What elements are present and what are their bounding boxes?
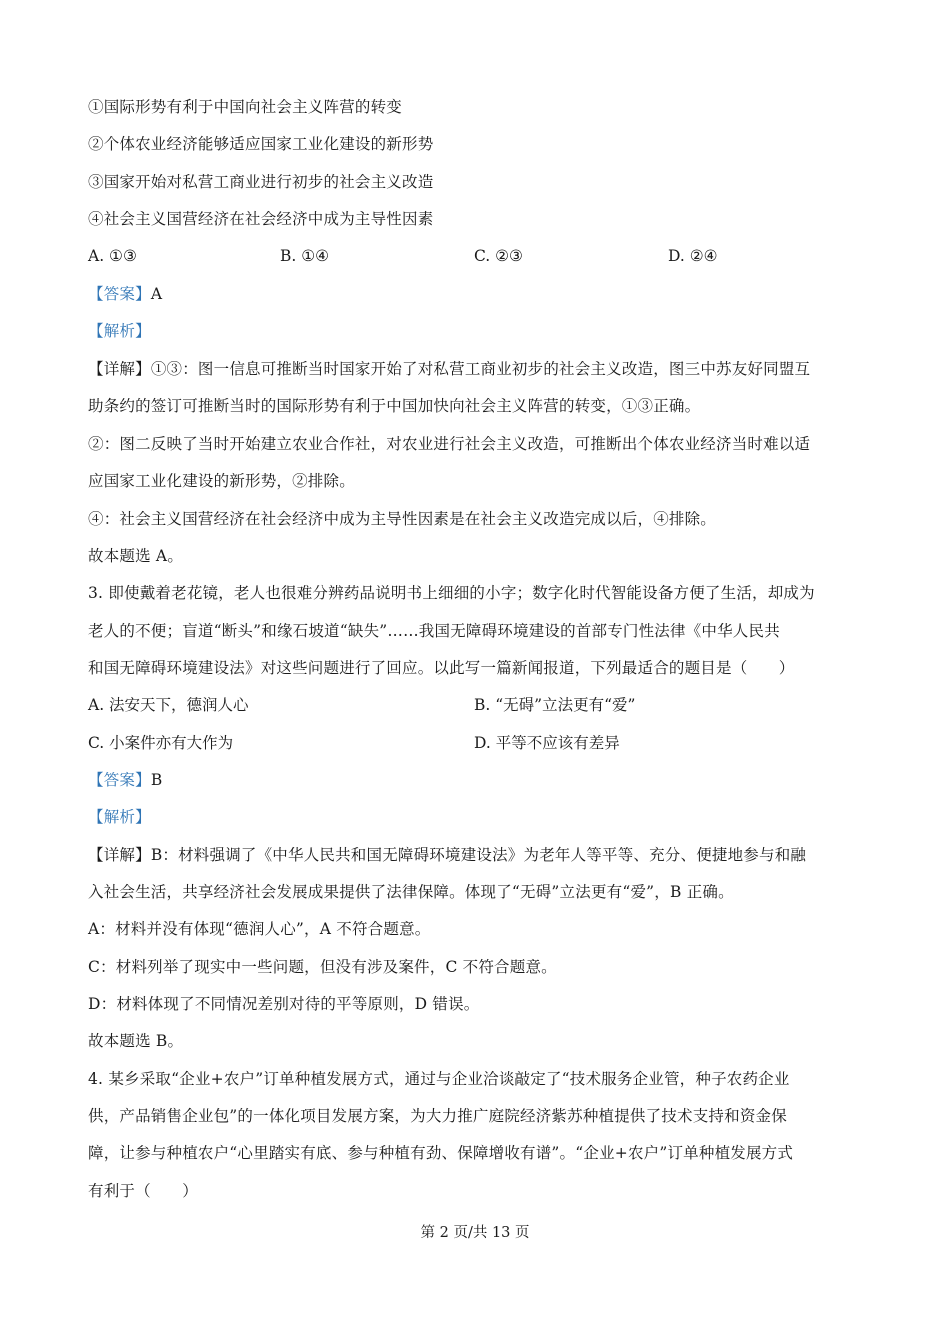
- q2-option-c: C. ②③: [474, 247, 523, 265]
- q2-detail-line-4: 应国家工业化建设的新形势，②排除。: [88, 472, 355, 490]
- page-number-footer: 第 2 页/共 13 页: [420, 1225, 530, 1241]
- q2-option-d: D. ②④: [668, 247, 718, 265]
- q3-detail-line-1: [88, 844, 806, 866]
- q3-detail-line-3: A：材料并没有体现“德润人心”，A 不符合题意。: [88, 920, 431, 938]
- q3-option-a: A. 法安天下，德润人心: [88, 696, 249, 714]
- q4-stem-line-2: 供，产品销售企业包”的一体化项目发展方案，为大力推广庭院经济紫苏种植提供了技术支持和资金保: [88, 1107, 787, 1125]
- answer-tag: 【答案】: [88, 771, 151, 789]
- q3-stem-line-2: 老人的不便；盲道“断头”和缘石坡道“缺失”……我国无障碍环境建设的首部专门性法律《中华人民共: [88, 622, 780, 640]
- statement-3: ③国家开始对私营工商业进行初步的社会主义改造: [88, 173, 434, 191]
- q2-option-b: B. ①④: [280, 247, 330, 265]
- q2-analysis-tag: 【解析】: [88, 322, 151, 340]
- q3-analysis-tag: 【解析】: [88, 808, 151, 826]
- answer-value: B: [150, 771, 163, 789]
- q3-answer: [88, 769, 162, 791]
- q3-detail-line-5: D：材料体现了不同情况差别对待的平等原则，D 错误。: [88, 995, 480, 1013]
- answer-tag: 【答案】: [88, 285, 151, 303]
- q2-detail-line-1: [88, 358, 810, 380]
- detail-tag: 【详解】: [88, 360, 151, 378]
- detail-text: ①③：图一信息可推断当时国家开始了对私营工商业初步的社会主义改造，图三中苏友好同盟互: [150, 360, 811, 378]
- q4-stem-line-4: 有利于（ ）: [88, 1182, 198, 1200]
- q4-stem-line-3: 障，让参与种植农户“心里踏实有底、参与种植有劲、保障增收有谱”。“企业+农户”订单种植发展方式: [88, 1144, 794, 1162]
- statement-4: ④社会主义国营经济在社会经济中成为主导性因素: [88, 210, 434, 228]
- statement-2: ②个体农业经济能够适应国家工业化建设的新形势: [88, 135, 434, 153]
- q3-stem-line-3: 和国无障碍环境建设法》对这些问题进行了回应。以此写一篇新闻报道，下列最适合的题目是（ ）: [88, 659, 795, 677]
- q3-option-b: B. “无碍”立法更有“爱”: [474, 696, 636, 714]
- detail-text: B：材料强调了《中华人民共和国无障碍环境建设法》为老年人等平等、充分、便捷地参与和融: [150, 846, 807, 864]
- answer-value: A: [150, 285, 163, 303]
- q3-option-c: C. 小案件亦有大作为: [88, 734, 234, 752]
- q2-answer: [88, 283, 162, 305]
- q3-option-d: D. 平等不应该有差异: [474, 734, 620, 752]
- q3-detail-line-2: 入社会生活，共享经济社会发展成果提供了法律保障。体现了“无碍”立法更有“爱”，B 正确。: [88, 883, 734, 901]
- q3-detail-line-6: 故本题选 B。: [88, 1032, 184, 1050]
- q3-detail-line-4: C：材料列举了现实中一些问题，但没有涉及案件，C 不符合题意。: [88, 958, 557, 976]
- q2-detail-line-2: 助条约的签订可推断当时的国际形势有利于中国加快向社会主义阵营的转变，①③正确。: [88, 397, 701, 415]
- q2-detail-line-3: ②：图二反映了当时开始建立农业合作社，对农业进行社会主义改造，可推断出个体农业经济当时难以适: [88, 435, 811, 453]
- statement-1: ①国际形势有利于中国向社会主义阵营的转变: [88, 98, 403, 116]
- detail-tag: 【详解】: [88, 846, 151, 864]
- q2-detail-line-5: ④：社会主义国营经济在社会经济中成为主导性因素是在社会主义改造完成以后，④排除。: [88, 510, 717, 528]
- q4-stem-line-1: 4. 某乡采取“企业+农户”订单种植发展方式，通过与企业洽谈敲定了“技术服务企业管，种子农药企业: [88, 1070, 790, 1088]
- q3-stem-line-1: 3. 即使戴着老花镜，老人也很难分辨药品说明书上细细的小字；数字化时代智能设备方便了生活，却成为: [88, 584, 815, 602]
- q2-option-a: A. ①③: [88, 247, 137, 265]
- q2-detail-line-6: 故本题选 A。: [88, 547, 184, 565]
